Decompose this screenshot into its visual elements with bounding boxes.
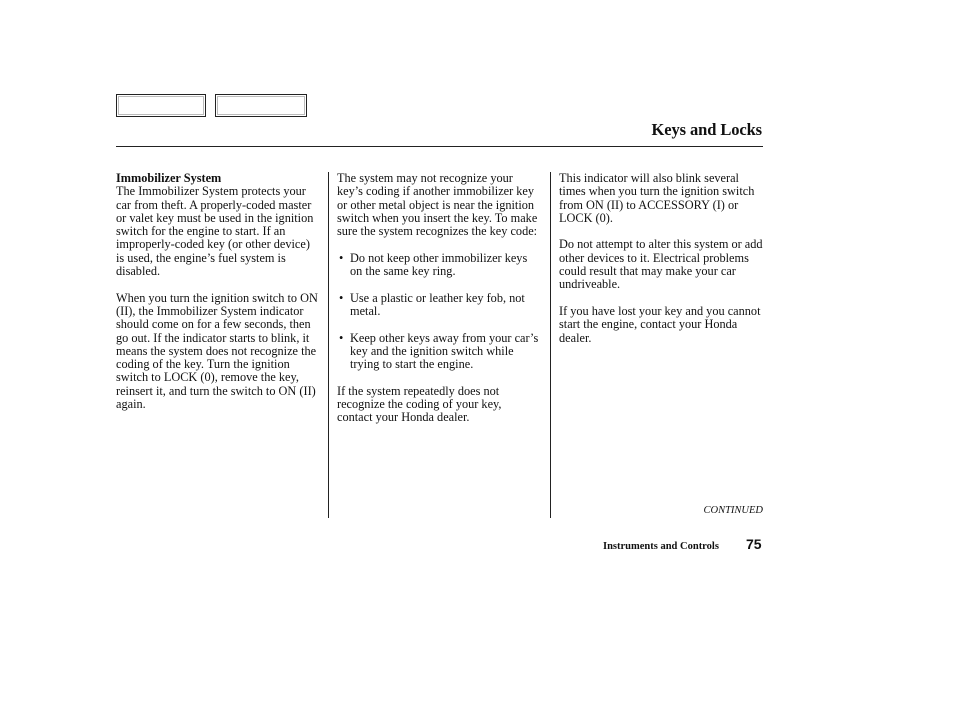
bullet-icon: • <box>339 290 344 305</box>
column-2-outro: If the system repeatedly does not recognize the coding of your key, contact your Honda dealer. <box>337 383 502 425</box>
immobilizer-heading: Immobilizer System <box>116 171 222 185</box>
bullet-text: Keep other keys away from your car’s key and the ignition switch while trying to start the engine. <box>350 330 539 372</box>
column-3-paragraph-2: Do not attempt to alter this system or add other devices to it. Electrical problems could result that may make your car undriveable. <box>559 237 763 292</box>
header-rule <box>116 146 763 147</box>
bullet-text: Do not keep other immobilizer keys on the same key ring. <box>350 250 528 279</box>
column-2 <box>337 172 539 438</box>
column-1-paragraph-1: The Immobilizer System protects your car from theft. A properly-coded master or valet key must be used in the ignition switch for the engine to start. If an improperly-coded key (or other device) is used, the engine’s fuel system is disabled. <box>116 184 314 279</box>
footer-section-name: Instruments and Controls <box>603 541 719 552</box>
column-1-paragraph-2: When you turn the ignition switch to ON (II), the Immobilizer System indicator should come on for a few seconds, then go out. If the indicator starts to blink, it means the system does not recognize the coding of the key. Turn the ignition switch to LOCK (0), remove the key, reinsert it, and turn the switch to ON (II) again. <box>116 290 318 412</box>
nav-button-previous[interactable] <box>116 94 206 117</box>
bullet-icon: • <box>339 250 344 265</box>
column-3-paragraph-3: If you have lost your key and you cannot start the engine, contact your Honda dealer. <box>559 303 761 345</box>
bullet-list <box>337 252 539 372</box>
column-1 <box>116 172 319 425</box>
bullet-icon: • <box>339 330 344 345</box>
bullet-text: Use a plastic or leather key fob, not metal. <box>350 290 525 318</box>
nav-button-next[interactable] <box>215 94 307 117</box>
column-divider-1 <box>328 172 329 518</box>
list-item <box>337 332 539 372</box>
column-divider-2 <box>550 172 551 518</box>
column-2-intro: The system may not recognize your key’s coding if another immobilizer key or other metal object is near the ignition switch when you insert the key. To make sure the system recognizes the key code: <box>337 171 538 239</box>
column-3 <box>559 172 765 358</box>
page-number: 75 <box>746 536 762 552</box>
column-3-paragraph-1: This indicator will also blink several times when you turn the ignition switch from ON (II) to ACCESSORY (I) or LOCK (0). <box>559 171 755 225</box>
continued-label: CONTINUED <box>703 505 763 516</box>
list-item <box>337 292 539 319</box>
section-title: Keys and Locks <box>651 120 762 139</box>
list-item <box>337 252 539 279</box>
